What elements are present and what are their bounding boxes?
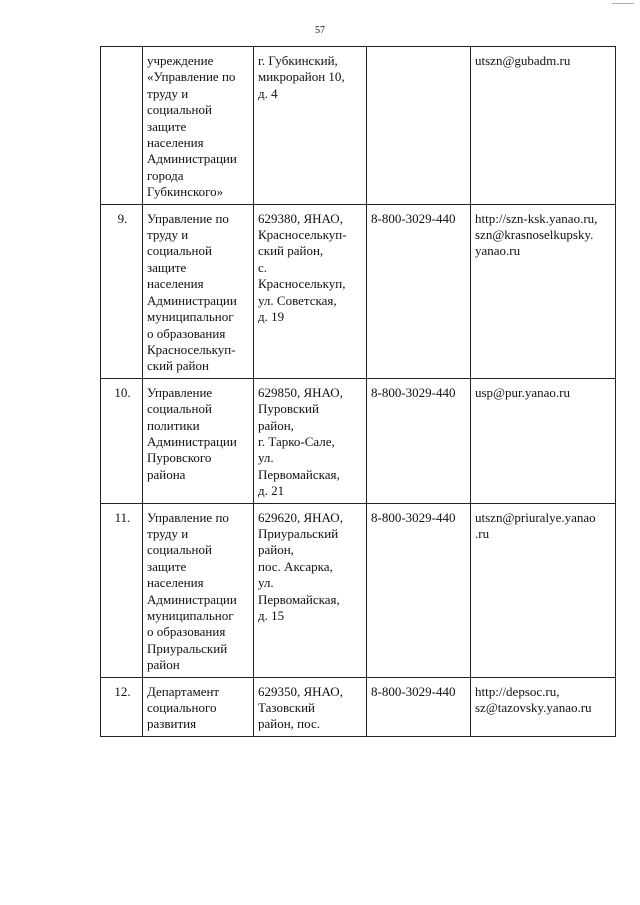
table-row xyxy=(101,47,616,205)
address-line: Красноселькуп, xyxy=(258,276,346,292)
organization-name-line: населения xyxy=(147,135,204,151)
phone-cell: 8-800-3029-440 xyxy=(367,378,471,503)
address-line: Первомайская, xyxy=(258,591,340,607)
organization-name-line: Управление по xyxy=(147,210,229,226)
organization-name-line: защите xyxy=(147,259,187,275)
table-row xyxy=(101,677,616,736)
address-line: пос. Аксарка, xyxy=(258,558,333,574)
contact-cell xyxy=(471,677,616,736)
organization-name-line: города xyxy=(147,167,184,183)
contact-line: szn@krasnoselkupsky. xyxy=(475,227,594,243)
address-line: д. 21 xyxy=(258,483,285,499)
phone-cell: 8-800-3029-440 xyxy=(367,503,471,677)
address-cell xyxy=(254,378,367,503)
row-number-cell: 9. xyxy=(101,204,143,378)
address-line: Первомайская, xyxy=(258,466,340,482)
organization-name-line: социальной xyxy=(147,542,212,558)
address-line: район, пос. xyxy=(258,716,320,732)
organization-name-line: социальной xyxy=(147,102,212,118)
address-line: с. xyxy=(258,259,268,275)
organization-name-line: политики xyxy=(147,417,200,433)
organization-name-line: социального xyxy=(147,700,217,716)
address-line: ул. xyxy=(258,450,274,466)
contact-line: .ru xyxy=(475,525,490,541)
corner-mark xyxy=(612,3,634,4)
address-line: г. Губкинский, xyxy=(258,53,338,68)
organization-name-line: Администрации xyxy=(147,591,237,607)
contact-line: sz@tazovsky.yanao.ru xyxy=(475,700,592,716)
organization-name-line: развития xyxy=(147,716,197,732)
organization-name-line: Пуровского xyxy=(147,450,212,466)
row-number-cell: 12. xyxy=(101,677,143,736)
phone-cell xyxy=(367,47,471,205)
address-line: микрорайон 10, xyxy=(258,69,345,85)
organization-name-line: социальной xyxy=(147,243,212,259)
row-number-cell: 10. xyxy=(101,378,143,503)
organization-name-line: Администрации xyxy=(147,292,237,308)
contact-line: utszn@gubadm.ru xyxy=(475,53,571,68)
organization-name-line: труду и xyxy=(147,227,189,243)
registry-table xyxy=(100,46,616,737)
organization-name-line: Красноселькуп- xyxy=(147,341,236,357)
contact-cell xyxy=(471,378,616,503)
organization-name-line: Администрации xyxy=(147,433,237,449)
contact-line: http://depsoc.ru, xyxy=(475,683,560,699)
organization-name-line: социальной xyxy=(147,401,212,417)
address-line: 629380, ЯНАО, xyxy=(258,210,343,226)
table-row xyxy=(101,204,616,378)
organization-name-line: Приуральский xyxy=(147,640,228,656)
row-number-cell xyxy=(101,47,143,205)
organization-name-line: о образования xyxy=(147,325,226,341)
address-cell xyxy=(254,47,367,205)
organization-name-line: труду и xyxy=(147,525,189,541)
address-line: 629350, ЯНАО, xyxy=(258,683,343,699)
organization-name-line: район xyxy=(147,657,180,673)
phone-cell: 8-800-3029-440 xyxy=(367,204,471,378)
organization-name-line: населения xyxy=(147,575,204,591)
organization-name-line: района xyxy=(147,466,186,482)
organization-name-line: населения xyxy=(147,276,204,292)
organization-name-line: учреждение xyxy=(147,53,214,68)
address-cell xyxy=(254,503,367,677)
address-line: Красноселькуп- xyxy=(258,227,347,243)
contact-cell xyxy=(471,47,616,205)
address-line: район, xyxy=(258,417,294,433)
organization-name-line: защите xyxy=(147,558,187,574)
address-line: д. 19 xyxy=(258,309,285,325)
address-line: Тазовский xyxy=(258,700,316,716)
organization-name-line: Управление по xyxy=(147,509,229,525)
table-row xyxy=(101,378,616,503)
organization-name-cell xyxy=(143,378,254,503)
organization-name-line: «Управление по xyxy=(147,69,236,85)
contact-line: utszn@priuralye.yanao xyxy=(475,509,596,525)
contact-line: usp@pur.yanao.ru xyxy=(475,384,571,400)
contact-line: http://szn-ksk.yanao.ru, xyxy=(475,210,598,226)
organization-name-line: Департамент xyxy=(147,683,220,699)
organization-name-line: труду и xyxy=(147,85,189,101)
organization-name-line: муниципальног xyxy=(147,608,234,623)
organization-name-line: муниципальног xyxy=(147,309,234,325)
contact-cell xyxy=(471,503,616,677)
organization-name-line: ский район xyxy=(147,358,209,374)
organization-name-cell xyxy=(143,677,254,736)
table-body xyxy=(101,47,616,737)
address-line: г. Тарко-Сале, xyxy=(258,433,335,449)
organization-name-cell xyxy=(143,503,254,677)
organization-name-line: Администрации xyxy=(147,151,237,167)
organization-name-line: защите xyxy=(147,118,187,134)
contact-cell xyxy=(471,204,616,378)
organization-name-line: о образования xyxy=(147,624,226,640)
address-line: Приуральский xyxy=(258,525,339,541)
address-line: д. 15 xyxy=(258,608,285,623)
contact-line: yanao.ru xyxy=(475,243,521,259)
address-line: ул. Советская, xyxy=(258,292,337,308)
phone-cell: 8-800-3029-440 xyxy=(367,677,471,736)
address-line: д. 4 xyxy=(258,85,278,101)
organization-name-cell xyxy=(143,47,254,205)
table-row xyxy=(101,503,616,677)
row-number-cell: 11. xyxy=(101,503,143,677)
organization-name-cell xyxy=(143,204,254,378)
address-line: ский район, xyxy=(258,243,324,259)
organization-name-line: Управление xyxy=(147,384,213,400)
address-line: 629620, ЯНАО, xyxy=(258,509,343,525)
address-line: район, xyxy=(258,542,294,558)
address-line: Пуровский xyxy=(258,401,319,417)
address-cell xyxy=(254,204,367,378)
address-line: 629850, ЯНАО, xyxy=(258,384,343,400)
address-cell xyxy=(254,677,367,736)
organization-name-line: Губкинского» xyxy=(147,184,224,200)
page-number: 57 xyxy=(315,25,325,36)
address-line: ул. xyxy=(258,575,274,591)
